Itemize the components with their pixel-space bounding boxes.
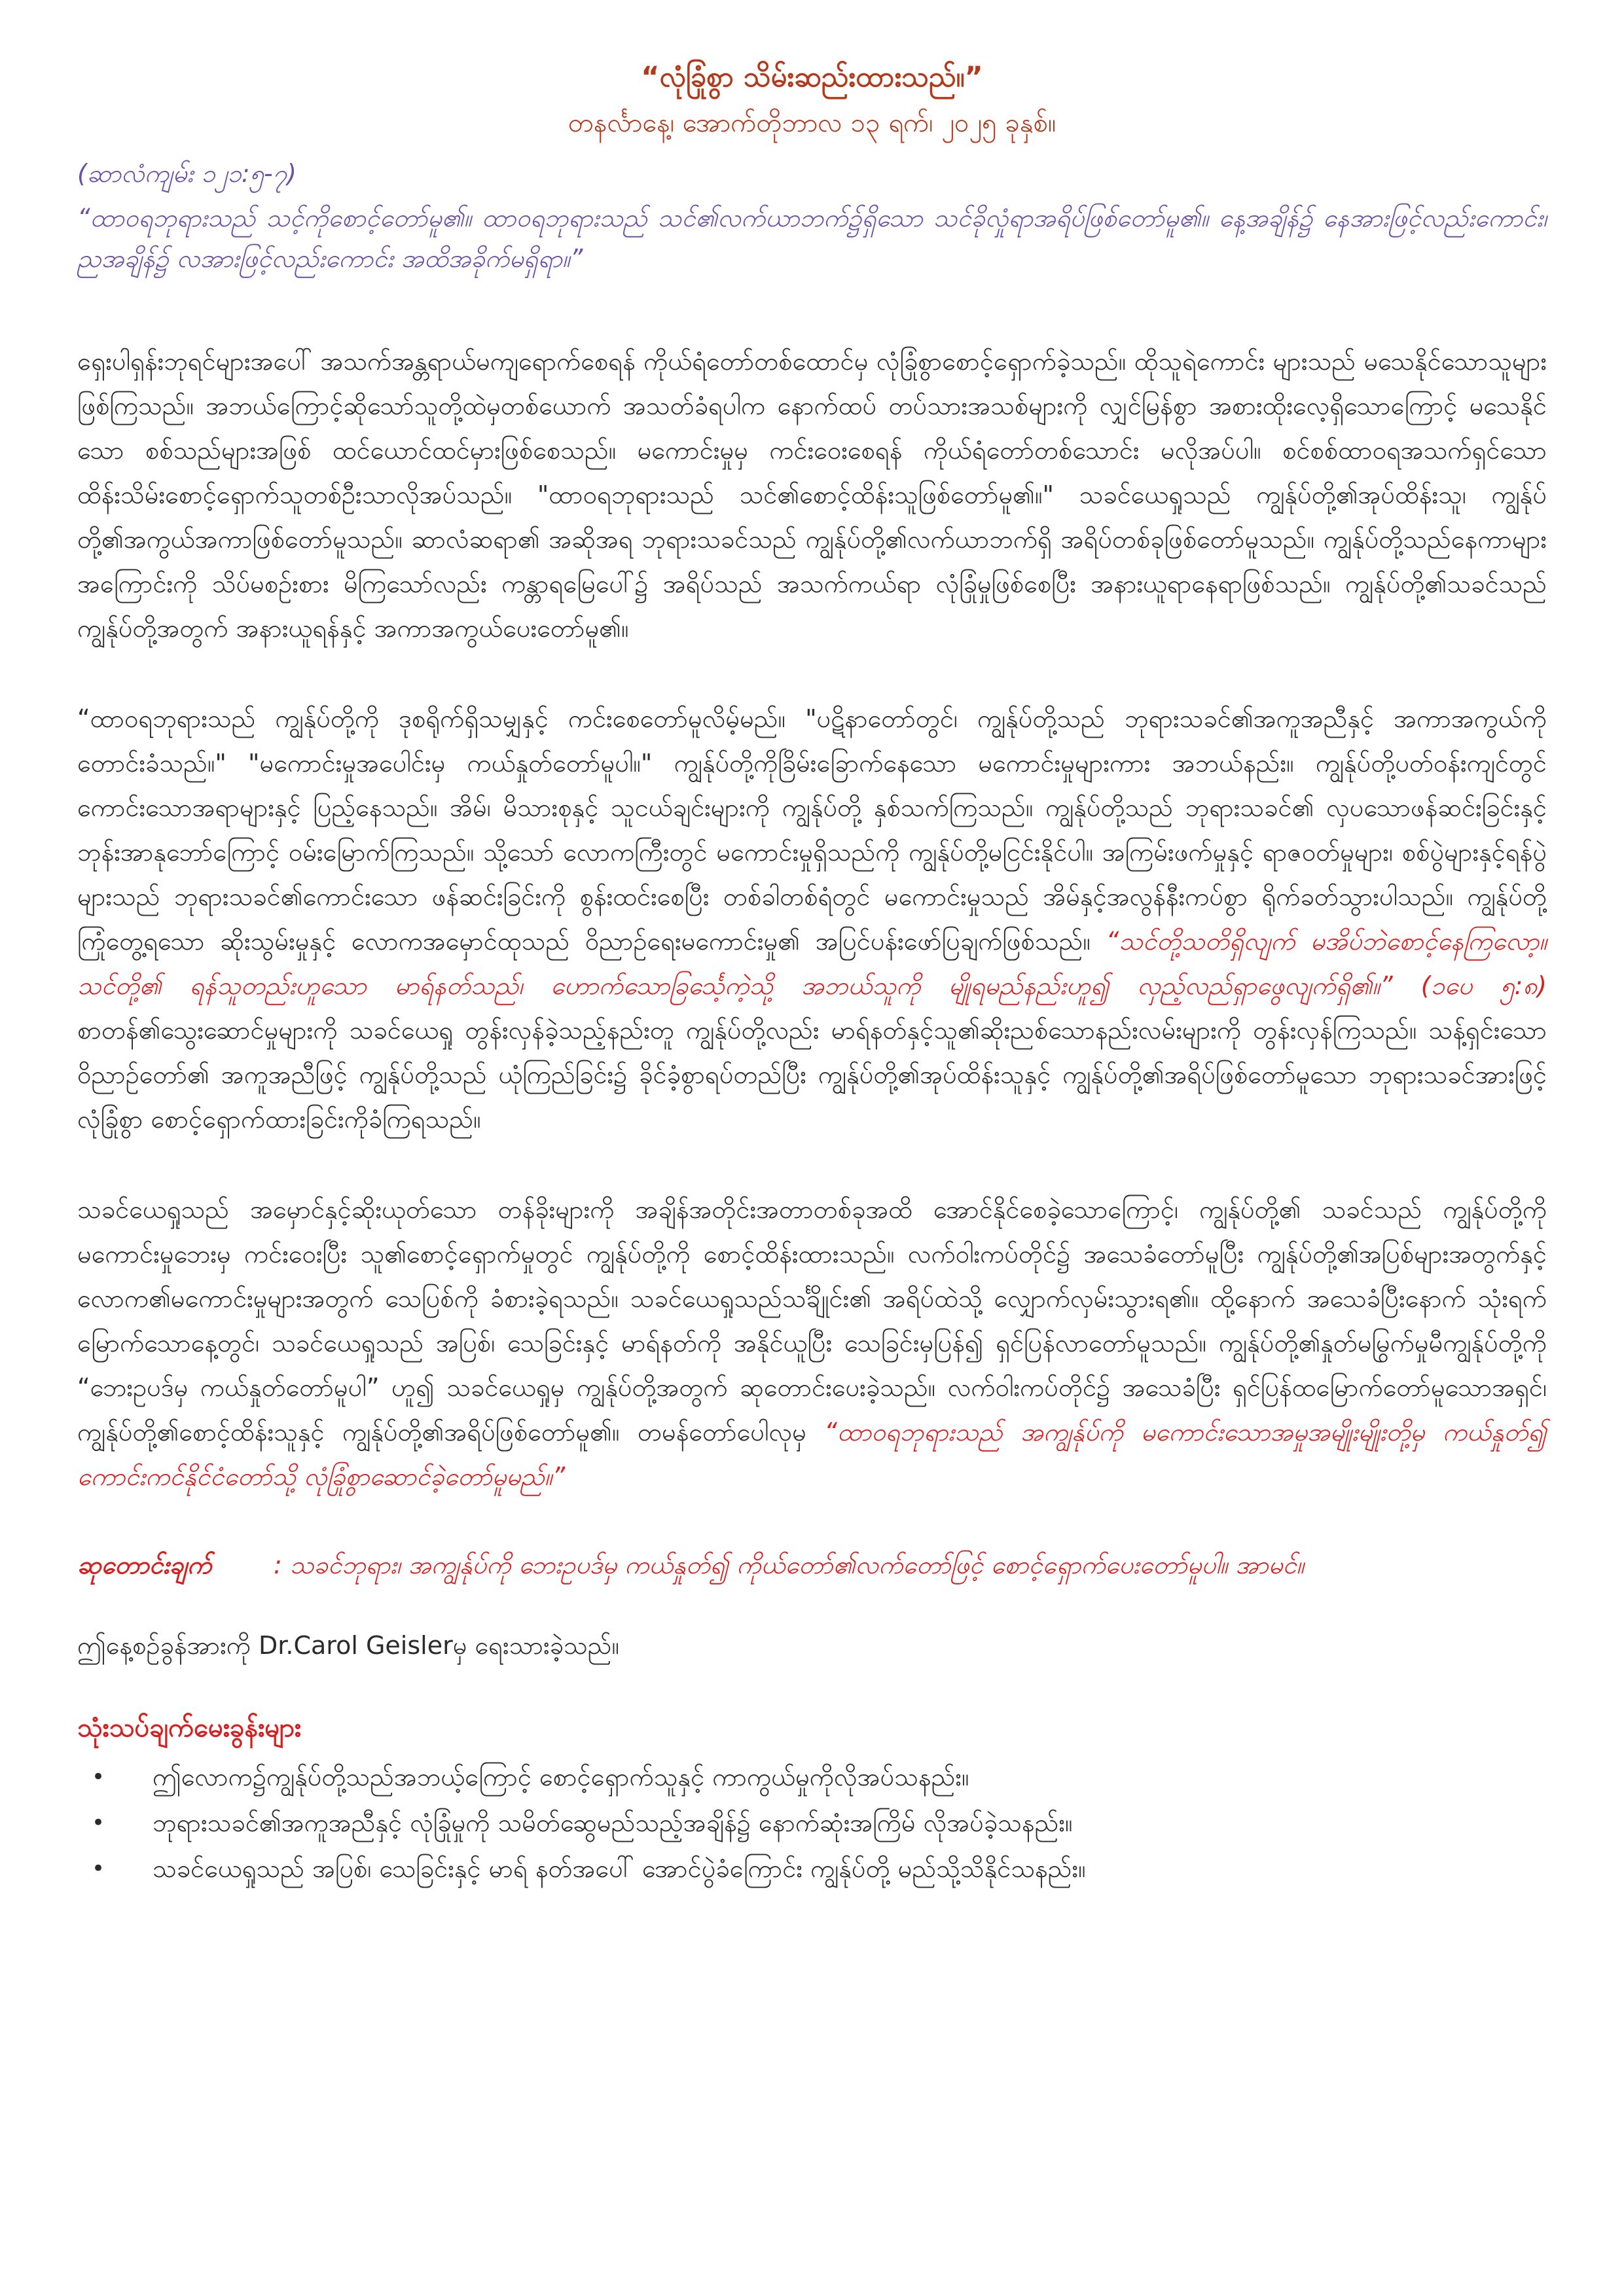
paragraph-2-text: “ထာဝရဘုရားသည် ကျွန်ုပ်တို့ကို ဒုစရိုက်ရှိသမျှနှင့် ကင်းစေတော်မူလိမ့်မည်။ "ပဋိနာတော်တွင်၊ ကျွန်ုပ်တို့သည် ဘုရားသခင်၏အကူအညီနှင့် အကာအကွယ်ကို တောင်းခံသည်။" "မကောင်းမှုအပေါင်းမှ ကယ်နှုတ်တော်မူပါ။" ကျွန်ုပ်တို့ကိုခြိမ်းခြောက်နေသော မကောင်းမှုများကား အဘယ်နည်း။ ကျွန်ုပ်တို့ပတ်ဝန်းကျင်တွင် ကောင်းသောအရာများနှင့် ပြည့်နေသည်။ အိမ်၊ မိသားစုနှင့် သူငယ်ချင်းများကို ကျွန်ုပ်တို့ နှစ်သက်ကြသည်။ ကျွန်ုပ်တို့သည် ဘုရားသခင်၏ လှပသောဖန်ဆင်းခြင်းနှင့် ဘုန်းအာနုဘော်ကြောင့် ဝမ်းမြောက်ကြသည်။ သို့သော် လောကကြီးတွင် မကောင်းမှုရှိသည်ကို ကျွန်ုပ်တို့မငြင်းနိုင်ပါ။ အကြမ်းဖက်မှုနှင့် ရာဇဝတ်မှုများ၊ စစ်ပွဲများနှင့်ရန်ပွဲများသည် ဘုရားသခင်၏ကောင်းသော ဖန်ဆင်းခြင်းကို စွန်းထင်းစေပြီး တစ်ခါတစ်ရံတွင် မကောင်းမှုသည် အိမ်နှင့်အလွန်နီးကပ်စွာ ရိုက်ခတ်သွားပါသည်။ ကျွန်ုပ်တို့ကြုံတွေ့ရသော ဆိုးသွမ်းမှုနှင့် လောကအမှောင်ထုသည် ဝိညာဉ်ရေးမကောင်းမှု၏ အပြင်ပန်းဖော်ပြချက်ဖြစ်သည်။: [77, 704, 1547, 956]
questions-list: [77, 1754, 1547, 1892]
paragraph-3: [77, 1187, 1547, 1499]
page-content: [77, 58, 1547, 1892]
author-note: ဤနေ့စဉ်ခွန်အားကို Dr.Carol Geislerမှ ရေးသားခဲ့သည်။: [77, 1631, 619, 1660]
paragraph-2-rest: စာတန်၏သွေးဆောင်မှုများကို သခင်ယေရှု တွန်းလှန်ခဲ့သည့်နည်းတူ ကျွန်ုပ်တို့လည်း မာရ်နတ်နှင့်သူ၏ဆိုးညစ်သောနည်းလမ်းများကို တွန်းလှန်ကြသည်။ သန့်ရှင်းသောဝိညာဉ်တော်၏ အကူအညီဖြင့် ကျွန်ုပ်တို့သည် ယုံကြည်ခြင်း၌ ခိုင်ခံ့စွာရပ်တည်ပြီး ကျွန်ုပ်တို့၏အုပ်ထိန်းသူနှင့် ကျွန်ုပ်တို့၏အရိပ်ဖြစ်တော်မူသော ဘုရားသခင်အားဖြင့် လုံခြုံစွာ စောင့်ရှောက်ထားခြင်းကိုခံကြရသည်။: [77, 1016, 1547, 1134]
paragraph-3-text: သခင်ယေရှုသည် အမှောင်နှင့်ဆိုးယုတ်သော တန်ခိုးများကို အချိန်အတိုင်းအတာတစ်ခုအထိ အောင်နိုင်စေခဲ့သောကြောင့်၊ ကျွန်ုပ်တို့၏ သခင်သည် ကျွန်ုပ်တို့ကို မကောင်းမှုဘေးမှ ကင်းဝေးပြီး သူ၏စောင့်ရှောက်မှုတွင် ကျွန်ုပ်တို့ကို စောင့်ထိန်းထားသည်။ လက်ဝါးကပ်တိုင်၌ အသေခံတော်မူပြီး ကျွန်ုပ်တို့၏အပြစ်များအတွက်နှင့် လောက၏မကောင်းမှုများအတွက် သေပြစ်ကို ခံစားခဲ့ရသည်။ သခင်ယေရှုသည်သင်္ချိုင်း၏ အရိပ်ထဲသို့ လျှောက်လှမ်းသွားရ၏။ ထို့နောက် အသေခံပြီးနောက် သုံးရက်မြောက်သောနေ့တွင်၊ သခင်ယေရှုသည် အပြစ်၊ သေခြင်းနှင့် မာရ်နတ်ကို အနိုင်ယူပြီး သေခြင်းမှပြန်၍ ရှင်ပြန်လာတော်မူသည်။ ကျွန်ုပ်တို့၏နှုတ်မမြွက်မှုမီကျွန်ုပ်တို့ကို “ဘေးဥပဒ်မှ ကယ်နှုတ်တော်မူပါ” ဟူ၍ သခင်ယေရှုမှ ကျွန်ုပ်တို့အတွက် ဆုတောင်းပေးခဲ့သည်။ လက်ဝါးကပ်တိုင်၌ အသေခံပြီး ရှင်ပြန်ထမြောက်တော်မူသောအရှင်၊ ကျွန်ုပ်တို့၏စောင့်ထိန်းသူနှင့် ကျွန်ုပ်တို့၏အရိပ်ဖြစ်တော်မူ၏။ တမန်တော်ပေါလုမှ: [77, 1195, 1547, 1446]
question-text: ဘုရားသခင်၏အကူအညီနှင့် လုံခြုံမှုကို သမိတ်ဆွေမည်သည့်အချိန်၌ နောက်ဆုံးအကြိမ် လိုအပ်ခဲ့သနည်း။: [153, 1808, 1073, 1837]
prayer-label: ဆုတောင်းချက်: [77, 1551, 212, 1579]
page-title: “လုံခြုံစွာ သိမ်းဆည်းထားသည်။”: [641, 61, 983, 94]
scripture-reference: (ဆာလံကျမ်း ၁၂၁:၅-၇): [77, 159, 297, 188]
question-text: ဤလောက၌ကျွန်ုပ်တို့သည်အဘယ့်ကြောင့် စောင့်ရှောက်သူနှင့် ကာကွယ်မှုကိုလိုအပ်သနည်း။: [153, 1763, 969, 1791]
prayer-section: [77, 1545, 1547, 1585]
scripture-text: “ထာဝရဘုရားသည် သင့်ကိုစောင့်တော်မူ၏။ ထာဝရဘုရားသည် သင်၏လက်ယာဘက်၌ရှိသော သင်ခိုလှုံရာအရိပ်ဖြစ်တော်မူ၏။ နေ့အချိန်၌ နေအားဖြင့်လည်းကောင်း၊ ညအချိန်၌ လအားဖြင့်လည်းကောင်း အထိအခိုက်မရှိရာ။”: [77, 204, 1547, 273]
bullet-icon: •: [92, 1764, 105, 1790]
bullet-icon: •: [92, 1810, 105, 1836]
date-line: တနင်္လာနေ့၊ အောက်တိုဘာလ ၁၃ ရက်၊ ၂၀၂၅ ခုနှစ်။: [568, 108, 1056, 138]
prayer-text: : သခင်ဘုရား၊ အကျွန်ုပ်ကို ဘေးဥပဒ်မှ ကယ်နှုတ်၍ ကိုယ်တော်၏လက်တော်ဖြင့် စောင့်ရှောက်ပေးတော်မူပါ။ အာမင်။: [274, 1551, 1305, 1579]
paragraph-2-quote: “သင်တို့သတိရှိလျက် မအိပ်ဘဲစောင့်နေကြလော့။ သင်တို့၏ ရန်သူတည်းဟူသော မာရ်နတ်သည်၊ ဟောက်သောခြင်္သေ့ကဲ့သို့ အဘယ်သူကို မျိုရမည်နည်းဟူ၍ လှည့်လည်ရှာဖွေလျက်ရှိ၏။” (၁ပေ ၅:၈): [77, 927, 1547, 1000]
paragraph-1: ရှေးပါရှန်းဘုရင်များအပေါ် အသက်အန္တရာယ်မကျရောက်စေရန် ကိုယ်ရံတော်တစ်ထောင်မှ လုံခြုံစွာစောင့်ရှောက်ခဲ့သည်။ ထိုသူရဲကောင်း များသည် မသေနိုင်သောသူများဖြစ်ကြသည်။ အဘယ်ကြောင့်ဆိုသော်သူတို့ထဲမှတစ်ယောက် အသတ်ခံရပါက နောက်ထပ် တပ်သားအသစ်များကို လျှင်မြန်စွာ အစားထိုးလေ့ရှိသောကြောင့် မသေနိုင်သော စစ်သည်များအဖြစ် ထင်ယောင်ထင်မှားဖြစ်စေသည်။ မကောင်းမှုမှ ကင်းဝေးစေရန် ကိုယ်ရံတော်တစ်သောင်း မလိုအပ်ပါ။ စင်စစ်ထာဝရအသက်ရှင်သော ထိန်းသိမ်းစောင့်ရှောက်သူတစ်ဦးသာလိုအပ်သည်။ "ထာဝရဘုရားသည် သင်၏စောင့်ထိန်းသူဖြစ်တော်မူ၏။" သခင်ယေရှုသည် ကျွန်ုပ်တို့၏အုပ်ထိန်းသူ၊ ကျွန်ုပ်တို့၏အကွယ်အကာဖြစ်တော်မူသည်။ ဆာလံဆရာ၏ အဆိုအရ ဘုရားသခင်သည် ကျွန်ုပ်တို့၏လက်ယာဘက်ရှိ အရိပ်တစ်ခုဖြစ်တော်မူသည်။ ကျွန်ုပ်တို့သည်နေကာများအကြောင်းကို သိပ်မစဉ်းစား မိကြသော်လည်း ကန္တာရမြေပေါ်၌ အရိပ်သည် အသက်ကယ်ရာ လုံခြုံမှုဖြစ်စေပြီး အနားယူရာနေရာဖြစ်သည်။ ကျွန်ုပ်တို့၏သခင်သည် ကျွန်ုပ်တို့အတွက် အနားယူရန်နှင့် အကာအကွယ်ပေးတော်မူ၏။: [77, 347, 1547, 643]
questions-title: သုံးသပ်ချက်မေးခွန်းများ: [77, 1713, 302, 1743]
paragraph-3-quote: “ထာဝရဘုရားသည် အကျွန်ုပ်ကို မကောင်းသောအမှုအမျိုးမျိုးတို့မှ ကယ်နှုတ်၍ ကောင်းကင်နိုင်ငံတော်သို့ လုံခြုံစွာဆောင်ခဲ့တော်မူမည်။”: [77, 1418, 1547, 1491]
question-item: [77, 1800, 1547, 1846]
question-item: [77, 1846, 1547, 1892]
question-text: သခင်ယေရှုသည် အပြစ်၊ သေခြင်းနှင့် မာရ် နတ်အပေါ် အောင်ပွဲခံကြောင်း ကျွန်ုပ်တို့ မည်သို့သိနိုင်သနည်း။: [153, 1854, 1086, 1883]
bullet-icon: •: [92, 1856, 105, 1882]
question-item: [77, 1754, 1547, 1800]
paragraph-2: [77, 696, 1547, 1141]
